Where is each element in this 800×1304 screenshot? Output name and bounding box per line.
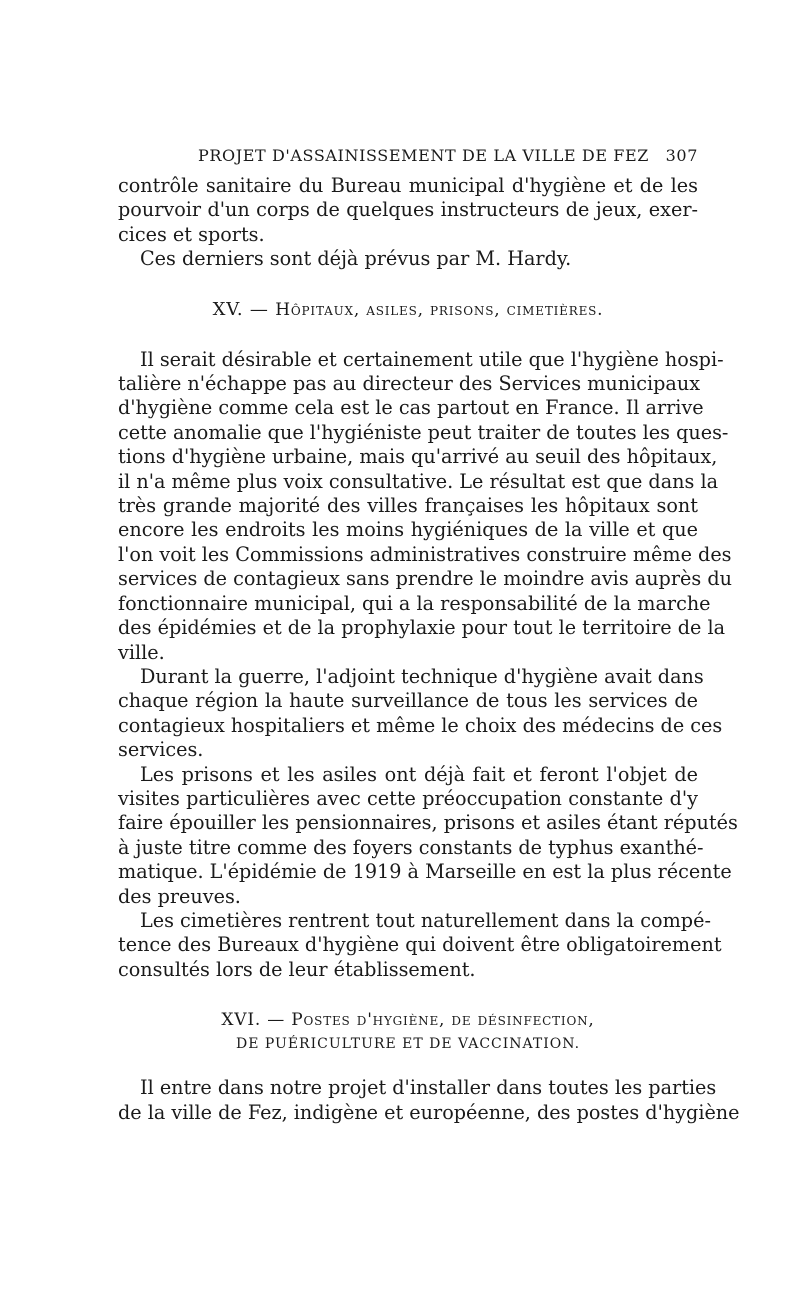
paragraph [118, 908, 722, 982]
text-line: des preuves. [118, 884, 241, 908]
text-line: contrôle sanitaire du Bureau municipal d'hygiène et de les [118, 174, 698, 197]
section-number: XVI. — [221, 1010, 286, 1031]
paragraph [118, 347, 732, 665]
text-line: visites particulières avec cette préoccupation constante d'y [118, 786, 698, 810]
running-title: PROJET D'ASSAINISSEMENT DE LA VILLE DE FEZ [198, 146, 649, 165]
text-line: talière n'échappe pas au directeur des Services municipaux [118, 372, 701, 396]
text-line: tions d'hygiène urbaine, mais qu'arrivé au seuil des hôpitaux, [118, 445, 718, 469]
text-line: Durant la guerre, l'adjoint technique d'hygiène avait dans [140, 664, 704, 688]
text-line: à juste titre comme des foyers constants de typhus exanthé- [118, 835, 704, 859]
text-line: Ces derniers sont déjà prévus par M. Hardy. [140, 247, 572, 271]
text-line: contagieux hospitaliers et même le choix des médecins de ces [118, 713, 723, 737]
text-line: très grande majorité des villes françaises les hôpitaux sont [118, 494, 698, 518]
text-line: services de contagieux sans prendre le moindre avis auprès du [118, 567, 732, 591]
paragraph [118, 1076, 740, 1125]
paragraph [118, 174, 698, 247]
section-title-line-2: DE PUÉRICULTURE ET DE VACCINATION. [235, 1036, 581, 1053]
paragraph [118, 762, 738, 909]
section-number: XV. — [212, 298, 269, 320]
section-heading-xv [118, 298, 698, 322]
text-line: tence des Bureaux d'hygiène qui doivent être obligatoirement [118, 933, 722, 957]
running-header [118, 146, 698, 172]
text-line: d'hygiène comme cela est le cas partout en France. Il arrive [118, 396, 704, 420]
text-line: Il serait désirable et certainement utile que l'hygiène hospi- [140, 347, 724, 371]
text-line: cices et sports. [118, 222, 265, 246]
text-line: pourvoir d'un corps de quelques instructeurs de jeux, exer- [118, 198, 698, 222]
text-line: ville. [118, 640, 165, 664]
paragraph [118, 664, 723, 763]
text-line: chaque région la haute surveillance de tous les services de [118, 689, 698, 713]
text-line: cette anomalie que l'hygiéniste peut traiter de toutes les ques- [118, 420, 729, 444]
paragraph [118, 247, 698, 271]
text-line: matique. L'épidémie de 1919 à Marseille en est la plus récente [118, 860, 732, 884]
text-line: fonctionnaire municipal, qui a la responsabilité de la marche [118, 591, 711, 615]
text-line: services. [118, 738, 204, 762]
section-heading-xvi [118, 1008, 698, 1056]
text-line: il n'a même plus voix consultative. Le résultat est que dans la [118, 469, 719, 493]
section-title: Hôpitaux, asiles, prisons, cimetières. [275, 299, 604, 320]
text-line: consultés lors de leur établissement. [118, 957, 476, 981]
text-line: encore les endroits les moins hygiéniques de la ville et que [118, 518, 698, 542]
text-line: faire épouiller les pensionnaires, prisons et asiles étant réputés [118, 811, 738, 835]
text-line: Il entre dans notre projet d'installer dans toutes les parties [140, 1076, 717, 1100]
text-line: Les cimetières rentrent tout naturellement dans la compé- [140, 908, 711, 932]
text-line: l'on voit les Commissions administratives construire même des [118, 542, 732, 566]
section-title-line-1: Postes d'hygiène, de désinfection, [291, 1010, 595, 1031]
text-line: de la ville de Fez, indigène et européenne, des postes d'hygiène [118, 1100, 740, 1124]
text-line: des épidémies et de la prophylaxie pour tout le territoire de la [118, 616, 726, 640]
text-line: Les prisons et les asiles ont déjà fait et feront l'objet de [140, 762, 698, 786]
page-number: 307 [665, 146, 698, 165]
document-page [118, 146, 740, 1125]
